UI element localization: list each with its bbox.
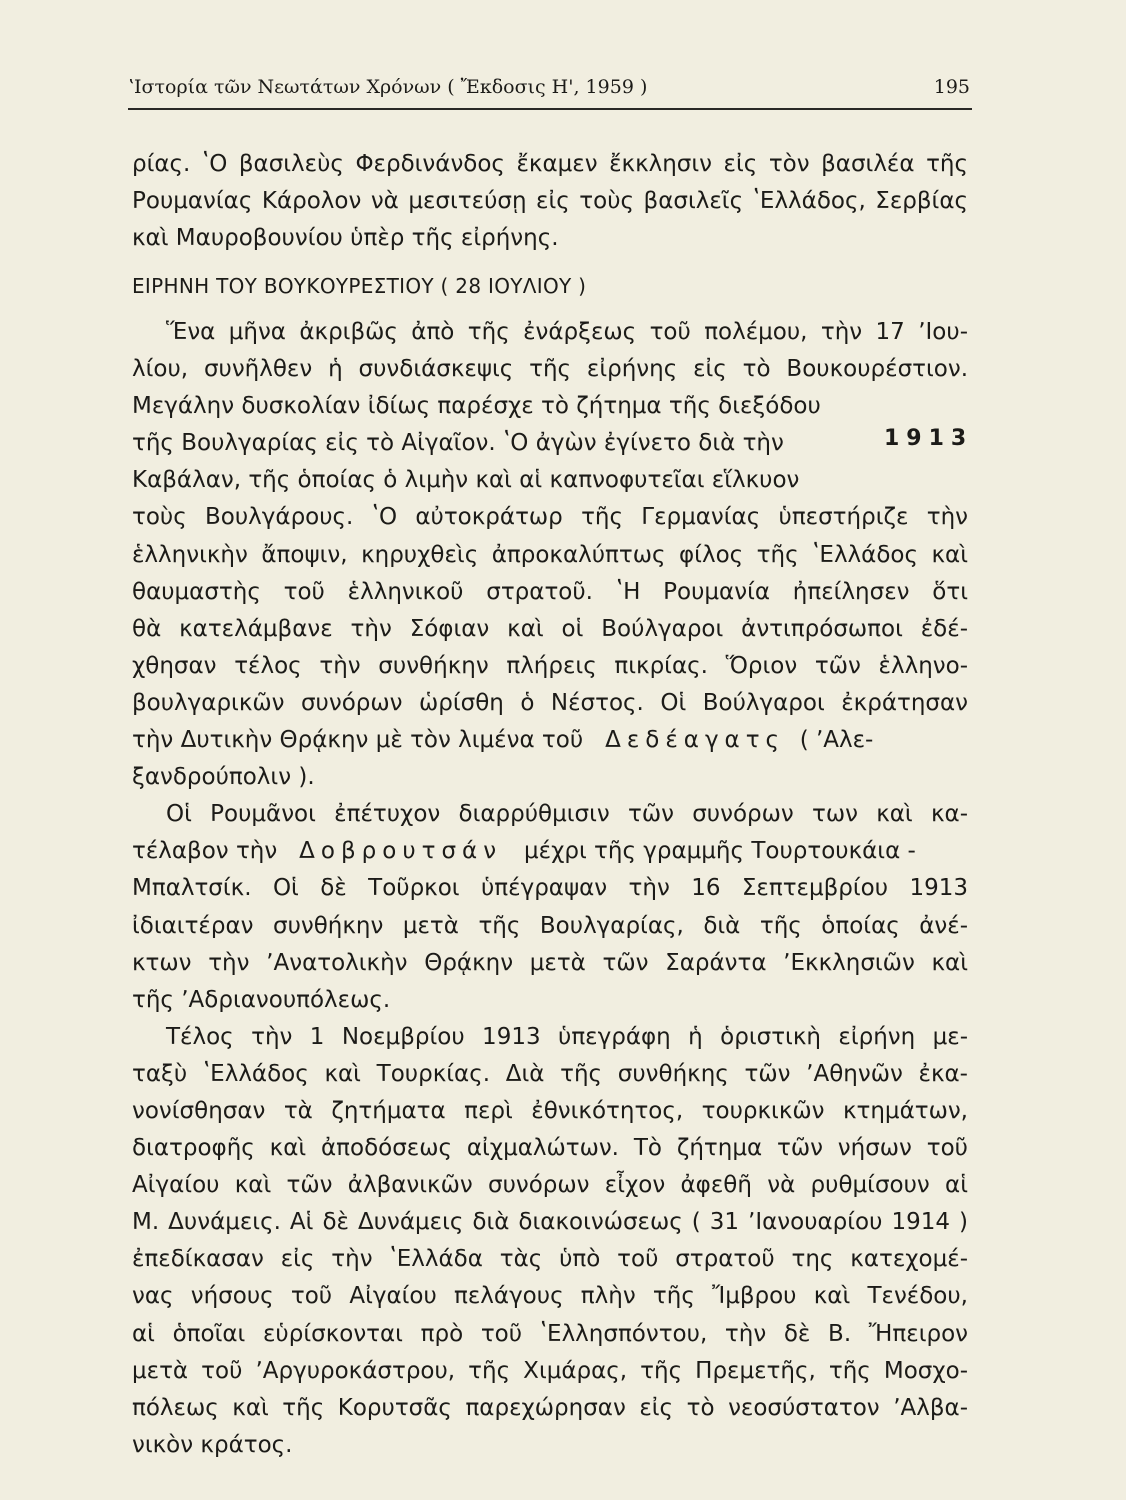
text-line: αἱ ὁποῖαι εὑρίσκονται πρὸ τοῦ ʽΕλλησπόντου, τὴν δὲ Β. Ἤπειρον	[132, 1320, 968, 1347]
text-line	[132, 722, 968, 759]
page-number: 195	[933, 76, 970, 98]
text-line: διατροφῆς καὶ ἀποδόσεως αἰχμαλώτων. Τὸ ζήτημα τῶν νήσων τοῦ	[132, 1135, 968, 1162]
text-line: ρίας. ʽΟ βασιλεὺς Φερδινάνδος ἔκαμεν ἔκκλησιν εἰς τὸν βασιλέα τῆς	[132, 151, 968, 177]
text-line: ἑλληνικὴν ἄποψιν, κηρυχθεὶς ἀπροκαλύπτως φίλος τῆς ʽΕλλάδος καὶ	[132, 541, 968, 568]
spaced-place-name: Δεδέαγατς	[605, 727, 786, 754]
text-line: νικὸν κράτος.	[132, 1431, 293, 1458]
text-line: θαυμαστὴς τοῦ ἑλληνικοῦ στρατοῦ. ʽΗ Ρουμανία ἠπείλησεν ὅτι	[132, 578, 968, 605]
text-line: ξανδρούπολιν ).	[132, 764, 315, 791]
text-line: Αἰγαίου καὶ τῶν ἀλβανικῶν συνόρων εἶχον ἀφεθῆ νὰ ρυθμίσουν αἱ	[132, 1172, 968, 1199]
main-text	[132, 314, 968, 1464]
book-title: ʽΙστορία τῶν Νεωτάτων Χρόνων ( Ἔκδοσις Η', 1959 )	[128, 76, 648, 98]
text-line: ἐπεδίκασαν εἰς τὴν ʽΕλλάδα τὰς ὑπὸ τοῦ στρατοῦ της κατεχομέ-	[132, 1246, 968, 1273]
text-line: Οἱ Ρουμᾶνοι ἐπέτυχον διαρρύθμισιν τῶν συνόρων των καὶ κα-	[166, 801, 968, 828]
text-line: Ἕνα μῆνα ἀκριβῶς ἀπὸ τῆς ἐνάρξεως τοῦ πολέμου, τὴν 17 ʼΙου-	[166, 319, 968, 345]
text-line: θὰ κατελάμβανε τὴν Σόφιαν καὶ οἱ Βούλγαροι ἀντιπρόσωποι ἐδέ-	[132, 615, 968, 642]
text-line: πόλεως καὶ τῆς Κορυτσᾶς παρεχώρησαν εἰς τὸ νεοσύστατον ʼΑλβα-	[132, 1394, 968, 1421]
text-line: λίου, συνῆλθεν ἡ συνδιάσκεψις τῆς εἰρήνης εἰς τὸ Βουκουρέστιον.	[132, 356, 968, 383]
text-line: χθησαν τέλος τὴν συνθήκην πλήρεις πικρίας. Ὅριον τῶν ἑλληνο-	[132, 652, 968, 679]
text-line: Μεγάλην δυσκολίαν ἰδίως παρέσχε τὸ ζήτημα τῆς διεξόδου	[132, 393, 821, 420]
text-line: τῆς Βουλγαρίας εἰς τὸ Αἰγαῖον. ʽΟ ἀγὼν ἐγίνετο διὰ τὴν	[132, 430, 784, 457]
text-line: ἰδιαιτέραν συνθήκην μετὰ τῆς Βουλγαρίας, διὰ τῆς ὁποίας ἀνέ-	[132, 912, 968, 939]
text-line: τοὺς Βουλγάρους. ʽΟ αὐτοκράτωρ τῆς Γερμανίας ὑπεστήριζε τὴν	[132, 504, 968, 531]
text-line	[132, 833, 968, 870]
intro-paragraph	[132, 146, 968, 258]
text-line: Τέλος τὴν 1 Νοεμβρίου 1913 ὑπεγράφη ἡ ὁριστικὴ εἰρήνη με-	[166, 1023, 968, 1050]
text-line: μετὰ τοῦ ʼΑργυροκάστρου, τῆς Χιμάρας, τῆς Πρεμετῆς, τῆς Μοσχο-	[132, 1357, 968, 1384]
text-line: καὶ Μαυροβουνίου ὑπὲρ τῆς εἰρήνης.	[132, 225, 559, 252]
text-fragment: ( ʼΑλε-	[799, 727, 874, 754]
text-fragment: τέλαβον τὴν	[132, 838, 278, 865]
text-line: νονίσθησαν τὰ ζητήματα περὶ ἐθνικότητος, τουρκικῶν κτημάτων,	[132, 1097, 968, 1124]
margin-year: 1913	[884, 426, 974, 451]
text-line: Καβάλαν, τῆς ὁποίας ὁ λιμὴν καὶ αἱ καπνοφυτεῖαι εἵλκυον	[132, 467, 800, 494]
running-header	[128, 72, 970, 106]
section-heading: ΕΙΡΗΝΗ ΤΟΥ ΒΟΥΚΟΥΡΕΣΤΙΟΥ ( 28 ΙΟΥΛΙΟΥ )	[132, 274, 587, 298]
text-fragment: τὴν Δυτικὴν Θρᾴκην μὲ τὸν λιμένα τοῦ	[132, 727, 584, 754]
text-line: Μπαλτσίκ. Οἱ δὲ Τοῦρκοι ὑπέγραψαν τὴν 16 Σεπτεμβρίου 1913	[132, 875, 968, 902]
text-line: ταξὺ ʽΕλλάδος καὶ Τουρκίας. Διὰ τῆς συνθήκης τῶν ʼΑθηνῶν ἐκα-	[132, 1060, 968, 1087]
text-line: βουλγαρικῶν συνόρων ὡρίσθη ὁ Νέστος. Οἱ Βούλγαροι ἐκράτησαν	[132, 689, 968, 716]
text-line: Μ. Δυνάμεις. Αἱ δὲ Δυνάμεις διὰ διακοινώσεως ( 31 ʼΙανουαρίου 1914 )	[132, 1209, 968, 1236]
text-fragment: μέχρι τῆς γραμμῆς Τουρτουκάια -	[524, 838, 916, 865]
text-line: κτων τὴν ʼΑνατολικὴν Θρᾴκην μετὰ τῶν Σαράντα ʼΕκκλησιῶν καὶ	[132, 949, 968, 976]
text-line: Ρουμανίας Κάρολον νὰ μεσιτεύσῃ εἰς τοὺς βασιλεῖς ʽΕλλάδος, Σερβίας	[132, 188, 968, 215]
text-line: νας νήσους τοῦ Αἰγαίου πελάγους πλὴν τῆς Ἴμβρου καὶ Τενέδου,	[132, 1283, 968, 1310]
header-rule	[128, 108, 972, 110]
spaced-place-name: Δοβρουτσάν	[299, 838, 503, 865]
text-line: τῆς ʼΑδριανουπόλεως.	[132, 986, 391, 1013]
